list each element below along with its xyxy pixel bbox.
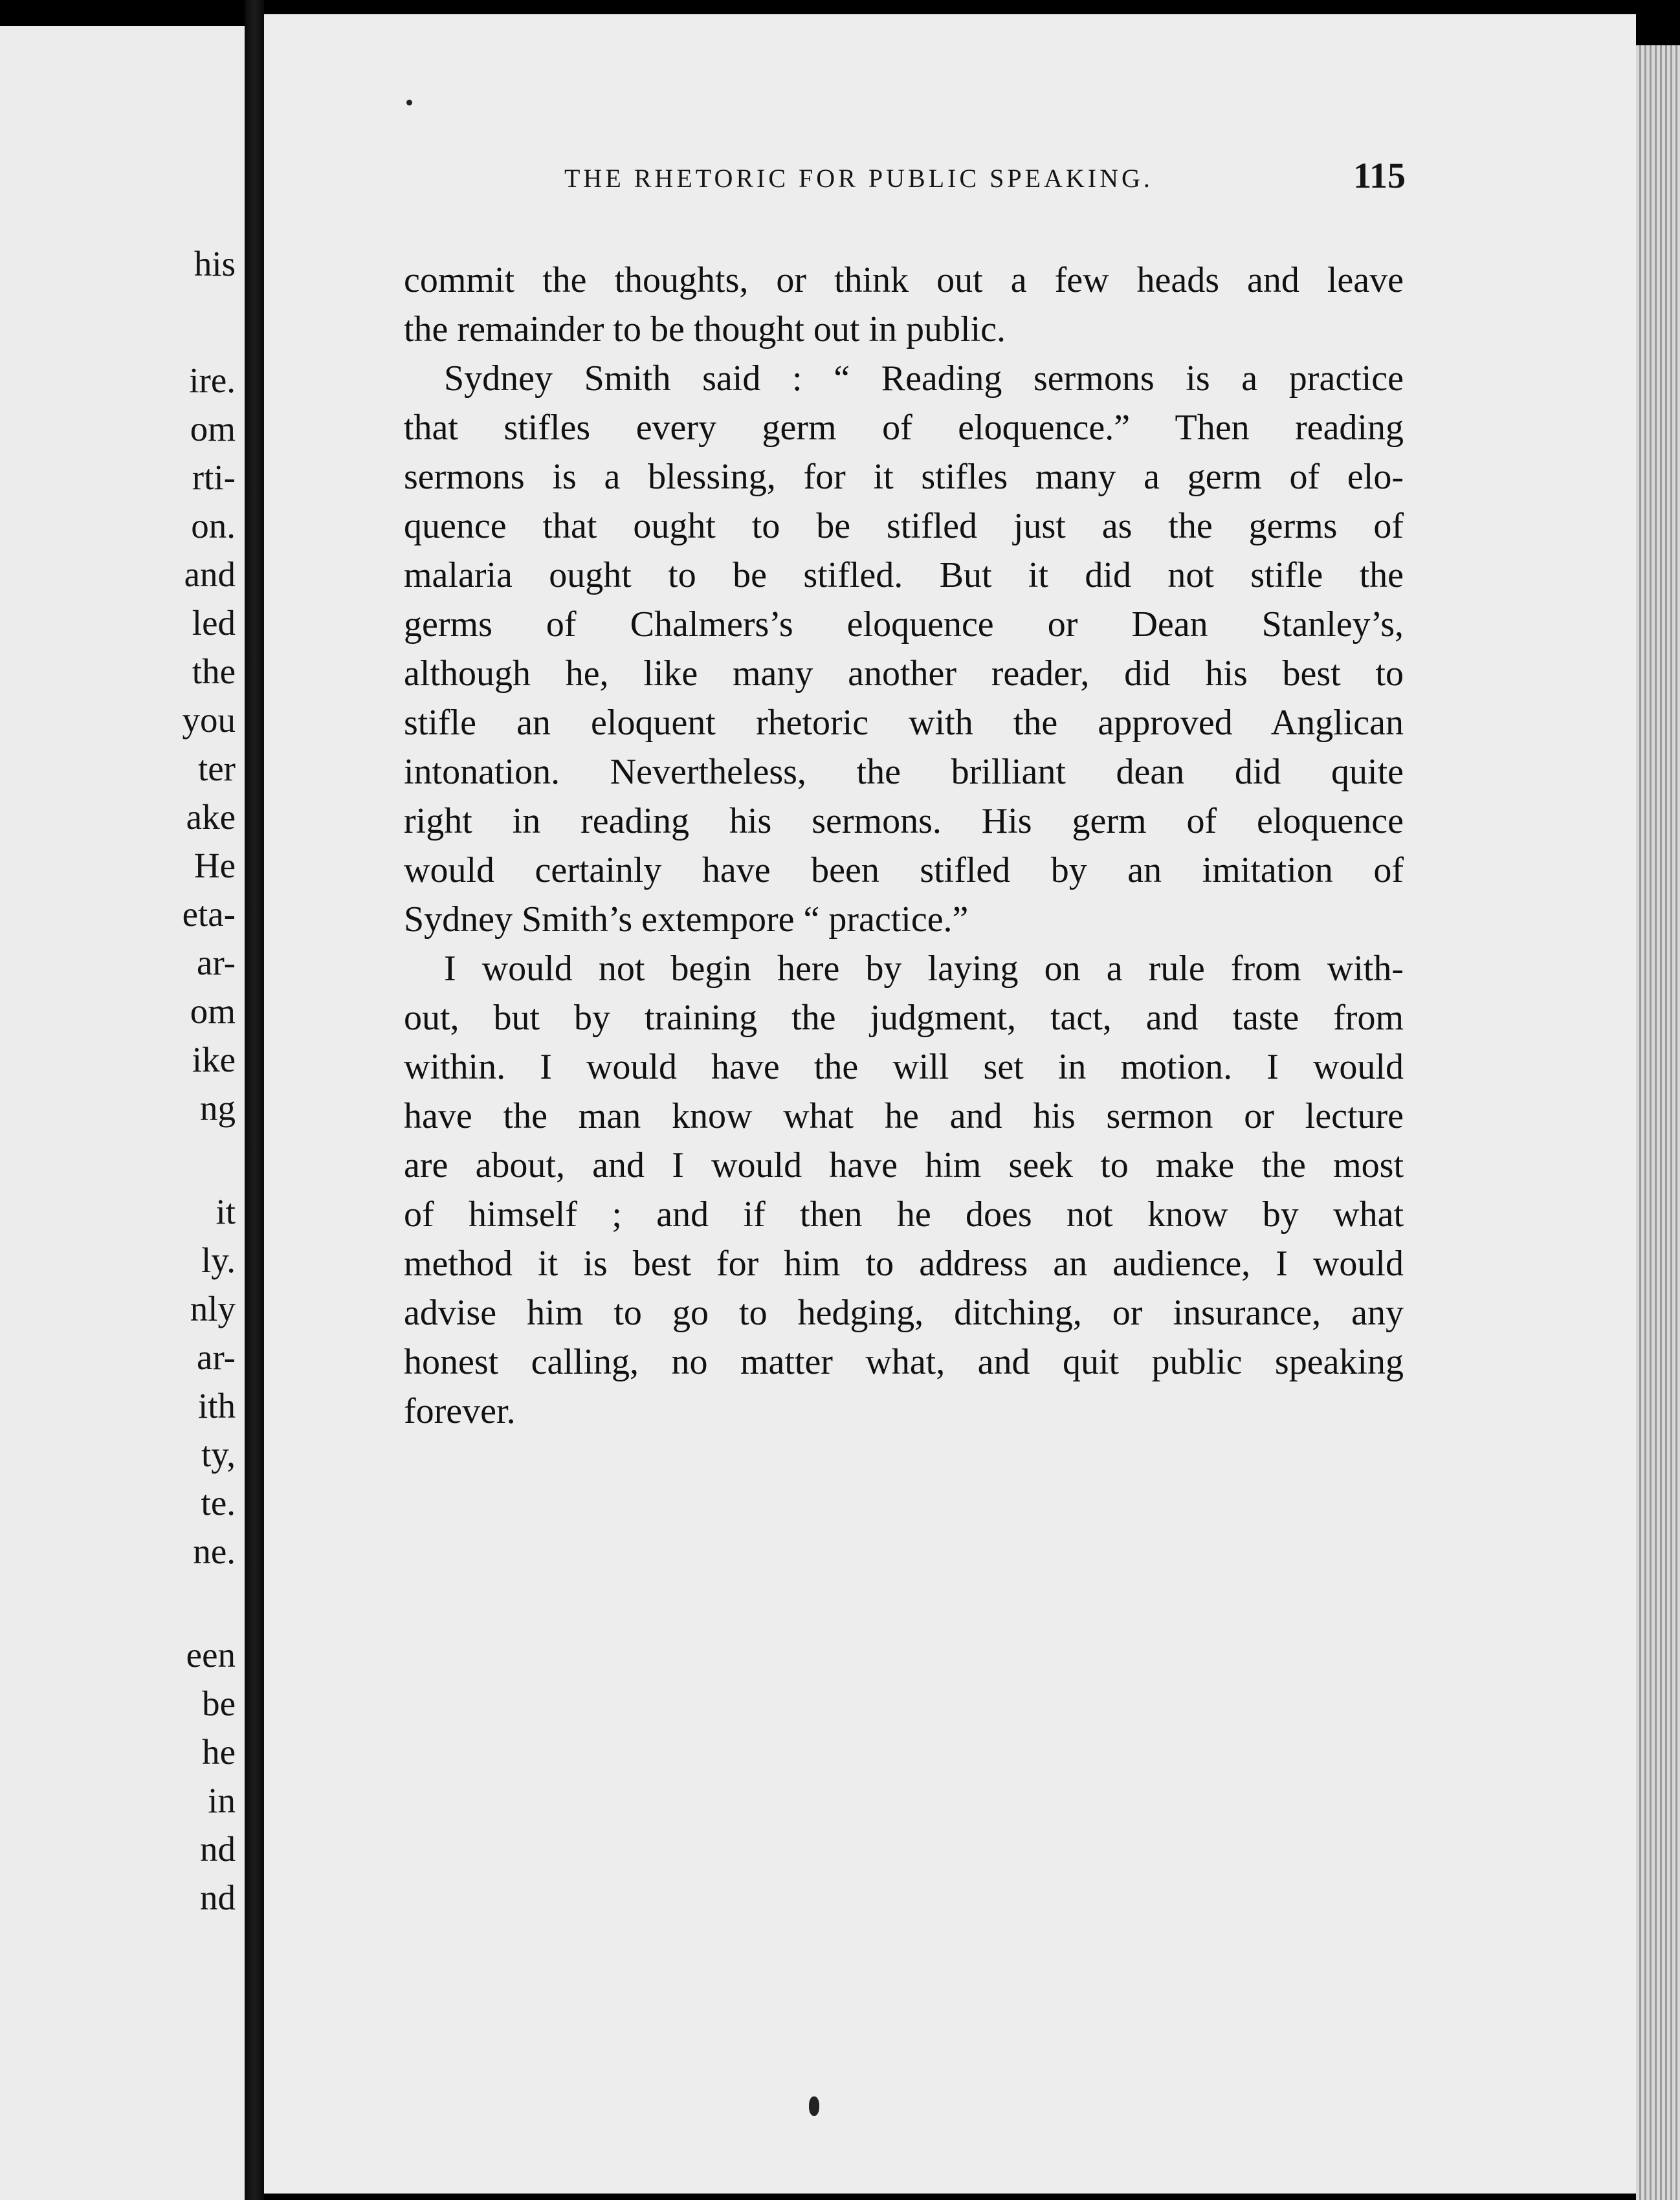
left-fragment: nd bbox=[200, 1829, 236, 1869]
left-fragment: on. bbox=[191, 506, 236, 545]
left-fragment: ne. bbox=[193, 1532, 236, 1571]
text-line: stifle an eloquent rhetoric with the approved Anglican bbox=[404, 703, 1404, 743]
left-fragment: ire. bbox=[189, 360, 236, 400]
left-fragment: ike bbox=[192, 1040, 236, 1079]
left-fragment: ar- bbox=[197, 1337, 236, 1377]
text-line: honest calling, no matter what, and quit public speaking bbox=[404, 1342, 1404, 1382]
text-line: I would not begin here by laying on a rule from with- bbox=[444, 949, 1404, 989]
left-fragment: ar- bbox=[197, 943, 236, 982]
ink-speck bbox=[406, 100, 412, 105]
running-title: THE RHETORIC FOR PUBLIC SPEAKING. bbox=[564, 164, 1153, 193]
text-line: advise him to go to hedging, ditching, or insurance, any bbox=[404, 1293, 1404, 1333]
left-fragment: led bbox=[192, 603, 236, 643]
left-fragment: ith bbox=[197, 1386, 236, 1425]
left-fragment: his bbox=[193, 244, 236, 283]
page-edges bbox=[1636, 45, 1680, 2200]
text-line: within. I would have the will set in motion. I would bbox=[404, 1047, 1404, 1087]
left-fragment: you bbox=[182, 700, 236, 740]
text-line: sermons is a blessing, for it stifles many a germ of elo- bbox=[404, 457, 1404, 497]
left-fragment: it bbox=[216, 1192, 236, 1231]
text-line: right in reading his sermons. His germ of eloquence bbox=[404, 801, 1404, 841]
left-fragment: be bbox=[202, 1684, 236, 1723]
text-line: malaria ought to be stifled. But it did not stifle the bbox=[404, 555, 1404, 595]
text-line: are about, and I would have him seek to make the most bbox=[404, 1145, 1404, 1185]
body-text bbox=[404, 256, 1404, 1436]
text-line: commit the thoughts, or think out a few heads and leave bbox=[404, 260, 1404, 300]
text-line: out, but by training the judgment, tact, and taste from bbox=[404, 998, 1404, 1038]
left-page bbox=[0, 26, 245, 2200]
text-line: method it is best for him to address an audience, I would bbox=[404, 1244, 1404, 1284]
left-fragment: nd bbox=[200, 1878, 236, 1917]
page-number: 115 bbox=[1353, 156, 1406, 196]
left-fragment: ter bbox=[197, 749, 236, 788]
text-line: have the man know what he and his sermon or lecture bbox=[404, 1096, 1404, 1136]
left-fragment: ty, bbox=[201, 1435, 236, 1474]
text-line: of himself ; and if then he does not know by what bbox=[404, 1194, 1404, 1235]
left-fragment: om bbox=[190, 991, 236, 1031]
left-fragment: the bbox=[192, 652, 236, 691]
left-fragment: He bbox=[193, 846, 236, 885]
text-line: the remainder to be thought out in public. bbox=[404, 309, 1006, 349]
book-gutter bbox=[245, 0, 264, 2200]
text-line: although he, like many another reader, did his best to bbox=[404, 654, 1404, 694]
text-line: germs of Chalmers’s eloquence or Dean Stanley’s, bbox=[404, 604, 1404, 644]
left-fragment: rti- bbox=[192, 457, 236, 497]
left-fragment: om bbox=[190, 409, 236, 448]
text-line: intonation. Nevertheless, the brilliant dean did quite bbox=[404, 752, 1404, 792]
left-fragment: in bbox=[208, 1781, 236, 1820]
left-fragment: and bbox=[184, 555, 236, 594]
left-fragment: eta- bbox=[182, 894, 236, 934]
left-fragment: een bbox=[186, 1635, 236, 1675]
text-line: forever. bbox=[404, 1391, 516, 1431]
left-fragment: he bbox=[202, 1732, 236, 1772]
left-fragment: ng bbox=[200, 1088, 236, 1128]
left-fragment: ly. bbox=[201, 1240, 236, 1280]
text-line: quence that ought to be stifled just as the germs of bbox=[404, 506, 1404, 546]
left-fragment: te. bbox=[201, 1483, 236, 1523]
left-fragment: ake bbox=[186, 797, 236, 837]
text-line: that stifles every germ of eloquence.” Then reading bbox=[404, 408, 1404, 448]
left-fragment: nly bbox=[190, 1289, 236, 1328]
ink-blot bbox=[809, 2096, 819, 2116]
text-line: Sydney Smith’s extempore “ practice.” bbox=[404, 899, 969, 940]
running-head bbox=[564, 155, 1406, 207]
text-line: Sydney Smith said : “ Reading sermons is a practice bbox=[444, 358, 1404, 399]
text-line: would certainly have been stifled by an imitation of bbox=[404, 850, 1404, 890]
